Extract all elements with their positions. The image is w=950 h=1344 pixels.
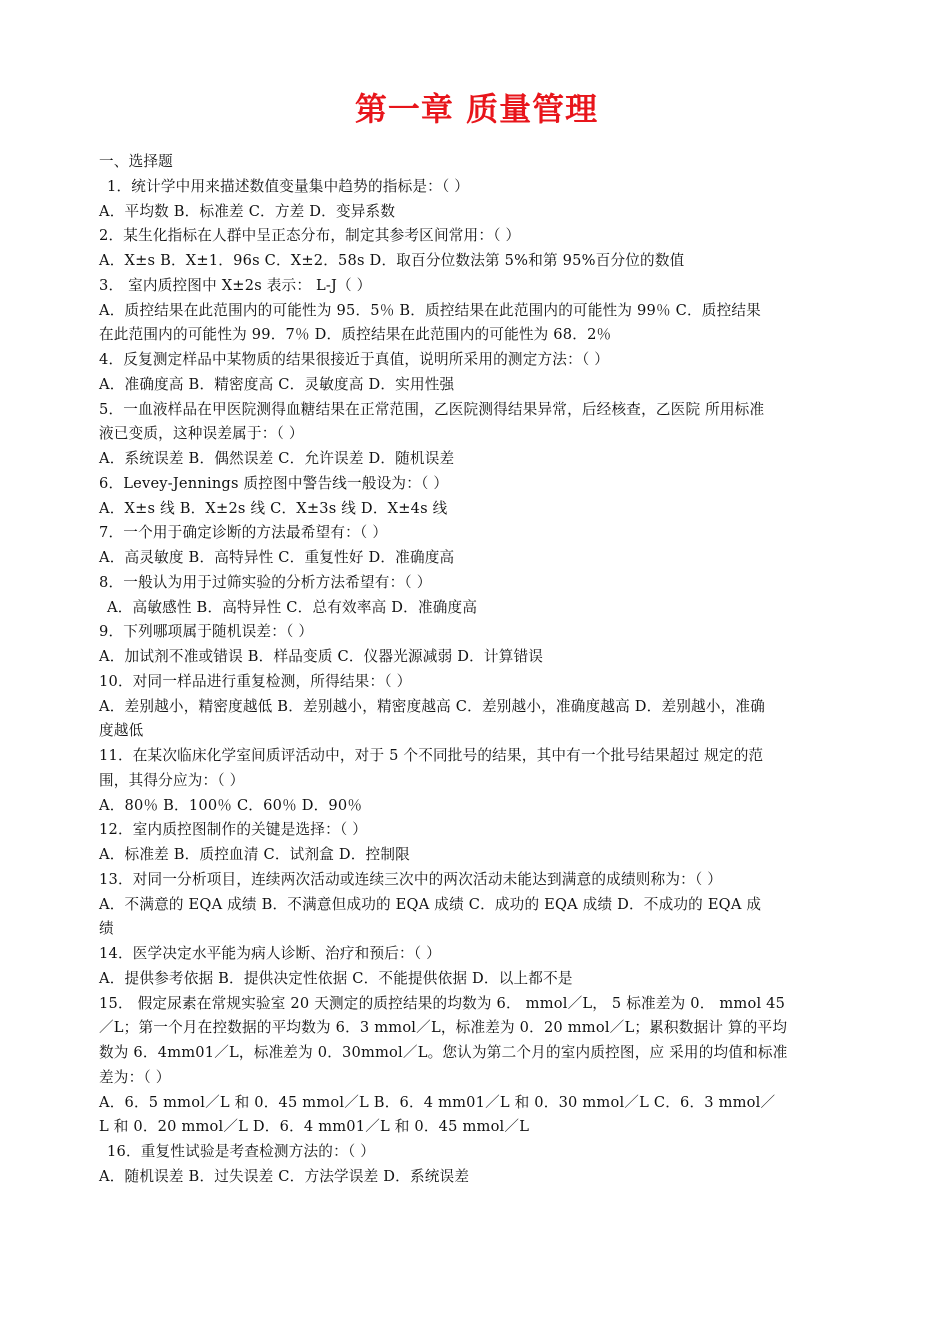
text-line: 液已变质，这种误差属于：（ ）	[99, 425, 304, 443]
text-line: A．随机误差 B．过失误差 C．方法学误差 D．系统误差	[99, 1167, 470, 1185]
text-line: A．加试剂不准或错误 B．样品变质 C．仪器光源减弱 D．计算错误	[99, 648, 544, 665]
text-line: 度越低	[99, 722, 144, 740]
text-line: 1．统计学中用来描述数值变量集中趋势的指标是：（ ）	[107, 177, 470, 195]
text-line: 13．对同一分析项目，连续两次活动或连续三次中的两次活动未能达到满意的成绩则称为：（ ）	[99, 870, 723, 888]
text-line: 15． 假定尿素在常规实验室 20 天测定的质控结果的均数为 6． mmol／L， 5 标准差为 0． mmol 45	[99, 994, 786, 1012]
text-line: L 和 0．20 mmol／L D．6．4 mm01／L 和 0．45 mmol／L	[99, 1118, 530, 1136]
text-line: 差为：（ ）	[99, 1068, 171, 1086]
text-line: 绩	[99, 920, 114, 938]
text-line: A．6．5 mmol／L 和 0．45 mmol／L B．6．4 mm01／L 和 0．30 mmol／L C．6．3 mmol／	[99, 1093, 776, 1111]
text-line: 9．下列哪项属于随机误差：（ ）	[99, 623, 314, 641]
text-line: 6．Levey-Jennings 质控图中警告线一般设为：（ ）	[99, 474, 449, 492]
text-line: 在此范围内的可能性为 99．7％ D．质控结果在此范围内的可能性为 68．2％	[99, 326, 612, 344]
text-line: A．提供参考依据 B．提供决定性依据 C．不能提供依据 D．以上都不是	[99, 969, 573, 987]
text-line: A．高灵敏度 B．高特异性 C．重复性好 D．准确度高	[99, 549, 455, 566]
text-line: 12．室内质控图制作的关键是选择：（ ）	[99, 821, 368, 839]
text-line: A．平均数 B．标准差 C．方差 D．变异系数	[99, 202, 396, 220]
text-line: 3． 室内质控图中 X±2s 表示： L-J（ ）	[99, 276, 372, 294]
text-line: A．X±s B．X±1．96s C．X±2．58s D．取百分位数法第 5%和第 95%百分位的数值	[99, 252, 685, 269]
text-line: 14．医学决定水平能为病人诊断、治疗和预后：（ ）	[99, 945, 441, 962]
text-line: A．高敏感性 B．高特异性 C．总有效率高 D．准确度高	[107, 598, 478, 616]
text-line: A．X±s 线 B．X±2s 线 C．X±3s 线 D．X±4s 线	[99, 499, 448, 517]
text-line: 一、选择题	[99, 153, 173, 170]
text-line: A．不满意的 EQA 成绩 B．不满意但成功的 EQA 成绩 C．成功的 EQA 成绩 D．不成功的 EQA 成	[99, 895, 762, 913]
text-line: A．质控结果在此范围内的可能性为 95．5％ B．质控结果在此范围内的可能性为 99％ C．质控结果	[99, 301, 761, 319]
text-line: 数为 6．4mm01／L，标准差为 0．30mmol／L。您认为第二个月的室内质控图，应 采用的均值和标准	[99, 1044, 788, 1061]
text-line: 4．反复测定样品中某物质的结果很接近于真值，说明所采用的测定方法：（ ）	[99, 351, 610, 368]
text-line: A．差别越小，精密度越低 B．差别越小，精密度越高 C．差别越小，准确度越高 D．差别越小，准确	[99, 697, 765, 715]
question-list	[99, 150, 854, 1190]
text-line: ／L；第一个月在控数据的平均数为 6．3 mmol／L，标准差为 0．20 mmol／L；累积数据计 算的平均	[99, 1019, 788, 1037]
text-line: 10．对同一样品进行重复检测，所得结果：（ ）	[99, 672, 412, 690]
text-line: 8．一般认为用于过筛实验的分析方法希望有：（ ）	[99, 573, 432, 591]
text-line: A．80％ B．100％ C．60％ D．90％	[99, 796, 363, 814]
text-line: A．准确度高 B．精密度高 C．灵敏度高 D．实用性强	[99, 375, 455, 393]
text-line: A．系统误差 B．偶然误差 C．允许误差 D．随机误差	[99, 450, 455, 467]
text-line: 围，其得分应为：（ ）	[99, 771, 245, 789]
text-line: 7．一个用于确定诊断的方法最希望有：（ ）	[99, 524, 388, 542]
text-line: 11．在某次临床化学室间质评活动中，对于 5 个不同批号的结果，其中有一个批号结果超过 规定的范	[99, 747, 764, 764]
chapter-title: 第一章 质量管理	[354, 90, 599, 128]
text-line: 2．某生化指标在人群中呈正态分布，制定其参考区间常用：（ ）	[99, 227, 521, 245]
text-line: 16．重复性试验是考查检测方法的：（ ）	[107, 1143, 376, 1160]
text-line: A．标准差 B．质控血清 C．试剂盒 D．控制限	[99, 846, 410, 863]
text-line: 5．一血液样品在甲医院测得血糖结果在正常范围，乙医院测得结果异常，后经核查，乙医院 所用标准	[99, 400, 765, 418]
